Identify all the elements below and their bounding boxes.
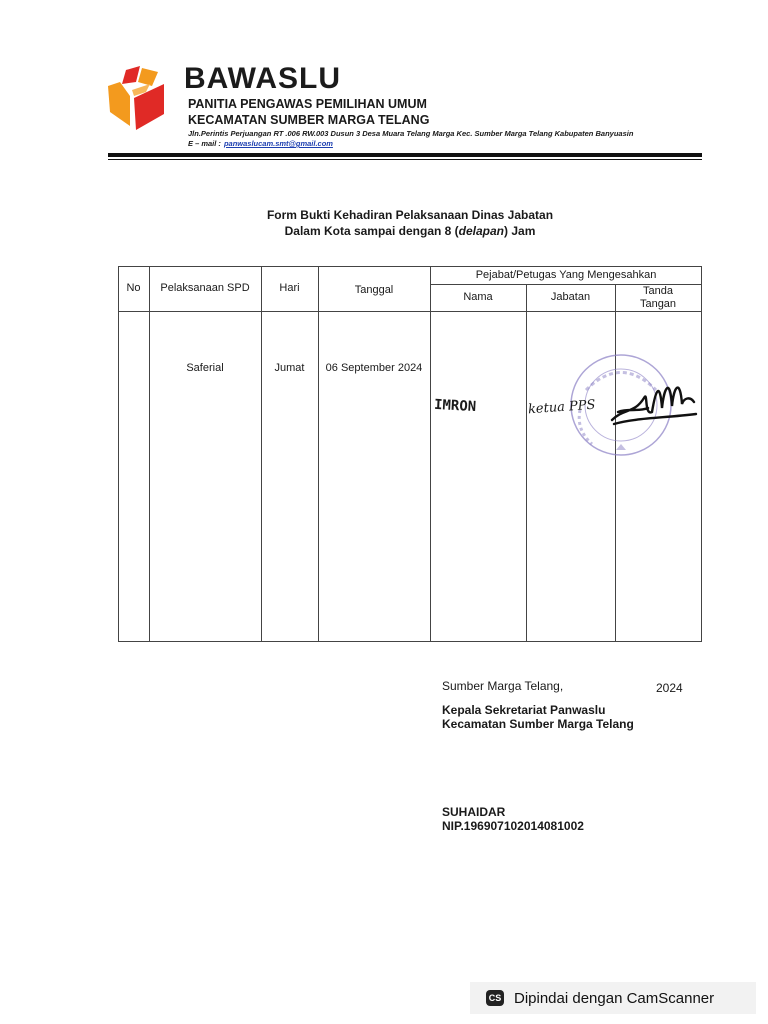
- col-divider: [318, 266, 319, 642]
- title-line-2-prefix: Dalam Kota sampai dengan 8 (: [284, 224, 459, 238]
- org-subtitle-1: PANITIA PENGAWAS PEMILIHAN UMUM: [188, 97, 427, 111]
- col-divider: [526, 284, 527, 642]
- letterhead-rule-thick: [108, 153, 702, 157]
- camscanner-text: Dipindai dengan CamScanner: [514, 989, 715, 1007]
- signer-nip: NIP.196907102014081002: [442, 819, 584, 833]
- camscanner-watermark: [470, 982, 756, 1014]
- header-pejabat-group: Pejabat/Petugas Yang Mengesahkan: [475, 269, 657, 281]
- cell-tanggal: 06 September 2024: [325, 362, 423, 374]
- col-divider: [149, 266, 150, 642]
- header-tanggal: Tanggal: [354, 284, 394, 296]
- form-title-line-2: [0, 224, 768, 238]
- col-divider: [615, 284, 616, 642]
- header-pelaksanaan-spd: Pelaksanaan SPD: [160, 282, 250, 294]
- place-label: Sumber Marga Telang,: [442, 679, 564, 693]
- header-tanda-tangan-line-2: Tangan: [639, 298, 677, 310]
- header-bottom-divider: [118, 311, 702, 312]
- handwritten-signature: [604, 368, 700, 438]
- org-address: Jln.Perintis Perjuangan RT .006 RW.003 Dusun 3 Desa Muara Telang Marga Kec. Sumber Marga Telang Kabupaten Banyuasin: [188, 129, 634, 138]
- table-border-top: [118, 266, 702, 267]
- table-border-left: [118, 266, 119, 642]
- header-jabatan: Jabatan: [550, 291, 591, 303]
- office-title-line-1: Kepala Sekretariat Panwaslu: [442, 703, 606, 717]
- signer-name: SUHAIDAR: [442, 805, 506, 819]
- signer-name-handwritten: IMRON: [433, 396, 477, 416]
- col-divider: [261, 266, 262, 642]
- bawaslu-logo: [106, 66, 168, 132]
- table-border-bottom: [118, 641, 702, 642]
- header-hari: Hari: [279, 282, 300, 294]
- org-name: BAWASLU: [184, 62, 341, 95]
- form-title-line-1: Form Bukti Kehadiran Pelaksanaan Dinas Jabatan: [266, 208, 554, 222]
- header-nama: Nama: [463, 291, 493, 303]
- header-no: No: [126, 282, 141, 294]
- table-border-right: [701, 266, 702, 642]
- office-title-line-2: Kecamatan Sumber Marga Telang: [442, 717, 634, 731]
- col-divider: [430, 266, 431, 642]
- org-subtitle-2: KECAMATAN SUMBER MARGA TELANG: [188, 113, 430, 127]
- email-label: E – mail :: [188, 139, 221, 148]
- org-email-line: [188, 139, 333, 148]
- signer-position-handwritten: ketua PPS: [527, 397, 596, 418]
- cell-hari: Jumat: [274, 362, 305, 374]
- letterhead-rule-thin: [108, 159, 702, 160]
- camscanner-icon: CS: [486, 990, 504, 1006]
- email-link[interactable]: panwaslucam.smt@gmail.com: [223, 139, 333, 148]
- year-label: 2024: [656, 681, 683, 695]
- header-tanda-tangan-line-1: Tanda: [643, 285, 673, 297]
- title-line-2-suffix: ) Jam: [504, 224, 536, 238]
- title-line-2-italic: delapan: [458, 224, 505, 238]
- cell-pelaksanaan: Saferial: [186, 362, 224, 374]
